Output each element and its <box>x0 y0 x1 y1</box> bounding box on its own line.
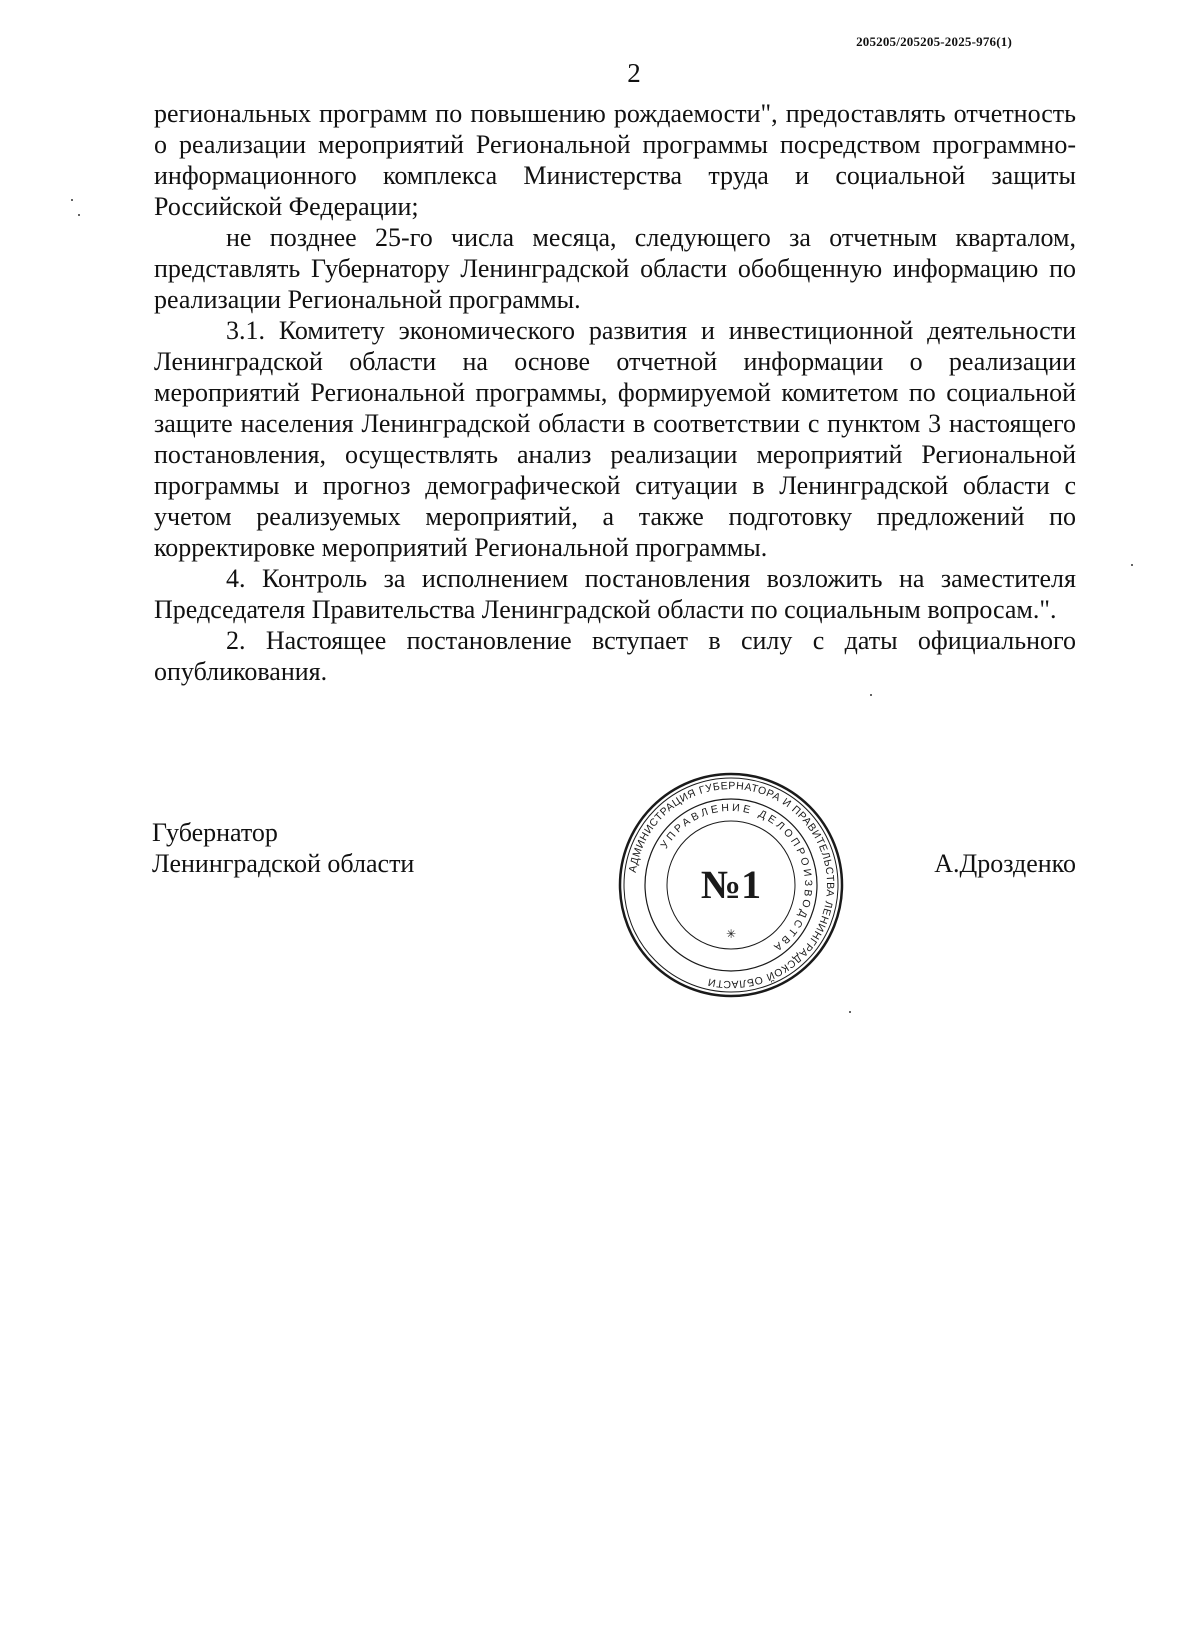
paragraph-continuation: региональных программ по повышению рождаемости", предоставлять отчетность о реализации мероприятий Региональной программы посредством программно-информационного комплекса Министерства труда и социальной защиты Российской Федерации; <box>154 99 1076 221</box>
document-id: 205205/205205-2025-976(1) <box>856 34 1012 49</box>
scan-speck <box>71 199 73 201</box>
seal-asterisk-icon: ✳ <box>725 927 737 941</box>
scan-speck <box>849 1011 851 1013</box>
paragraph-3-1: 3.1. Комитету экономического развития и инвестиционной деятельности Ленинградской области на основе отчетной информации о реализации мероприятий Региональной программы, формируемой комитетом по социальной защите населения Ленинградской области в соответствии с пунктом 3 настоящего постановления, осуществлять анализ реализации мероприятий Региональной программы и прогноз демографической ситуации в Ленинградской области с учетом реализуемых мероприятий, а также подготовку предложений по корректировке мероприятий Региональной программы. <box>154 316 1076 562</box>
seal-outer-text: АДМИНИСТРАЦИЯ ГУБЕРНАТОРА И ПРАВИТЕЛЬСТВА ЛЕНИНГРАДСКОЙ ОБЛАСТИ <box>626 779 837 991</box>
seal-center-number: №1 <box>700 862 762 907</box>
signatory-title-line2: Ленинградской области <box>152 849 415 878</box>
signatory-title <box>152 817 414 879</box>
scan-speck <box>870 694 872 696</box>
scan-speck <box>1131 564 1133 566</box>
paragraph-4: 4. Контроль за исполнением постановления возложить на заместителя Председателя Правительства Ленинградской области по социальным вопросам.". <box>154 564 1076 624</box>
paragraph-reporting-deadline: не позднее 25-го числа месяца, следующего за отчетным кварталом, представлять Губернатору Ленинградской области обобщенную информацию по реализации Региональной программы. <box>154 223 1076 314</box>
seal-inner-text: УПРАВЛЕНИЕ ДЕЛОПРОИЗВОДСТВА <box>658 801 815 955</box>
official-seal-stamp <box>617 771 845 999</box>
document-body <box>154 98 1076 687</box>
scan-speck <box>78 214 80 216</box>
signatory-title-line1: Губернатор <box>152 818 278 847</box>
signatory-name: А.Дрозденко <box>934 849 1076 878</box>
paragraph-effective-date: 2. Настоящее постановление вступает в силу с даты официального опубликования. <box>154 626 1076 686</box>
page-number: 2 <box>627 58 641 88</box>
